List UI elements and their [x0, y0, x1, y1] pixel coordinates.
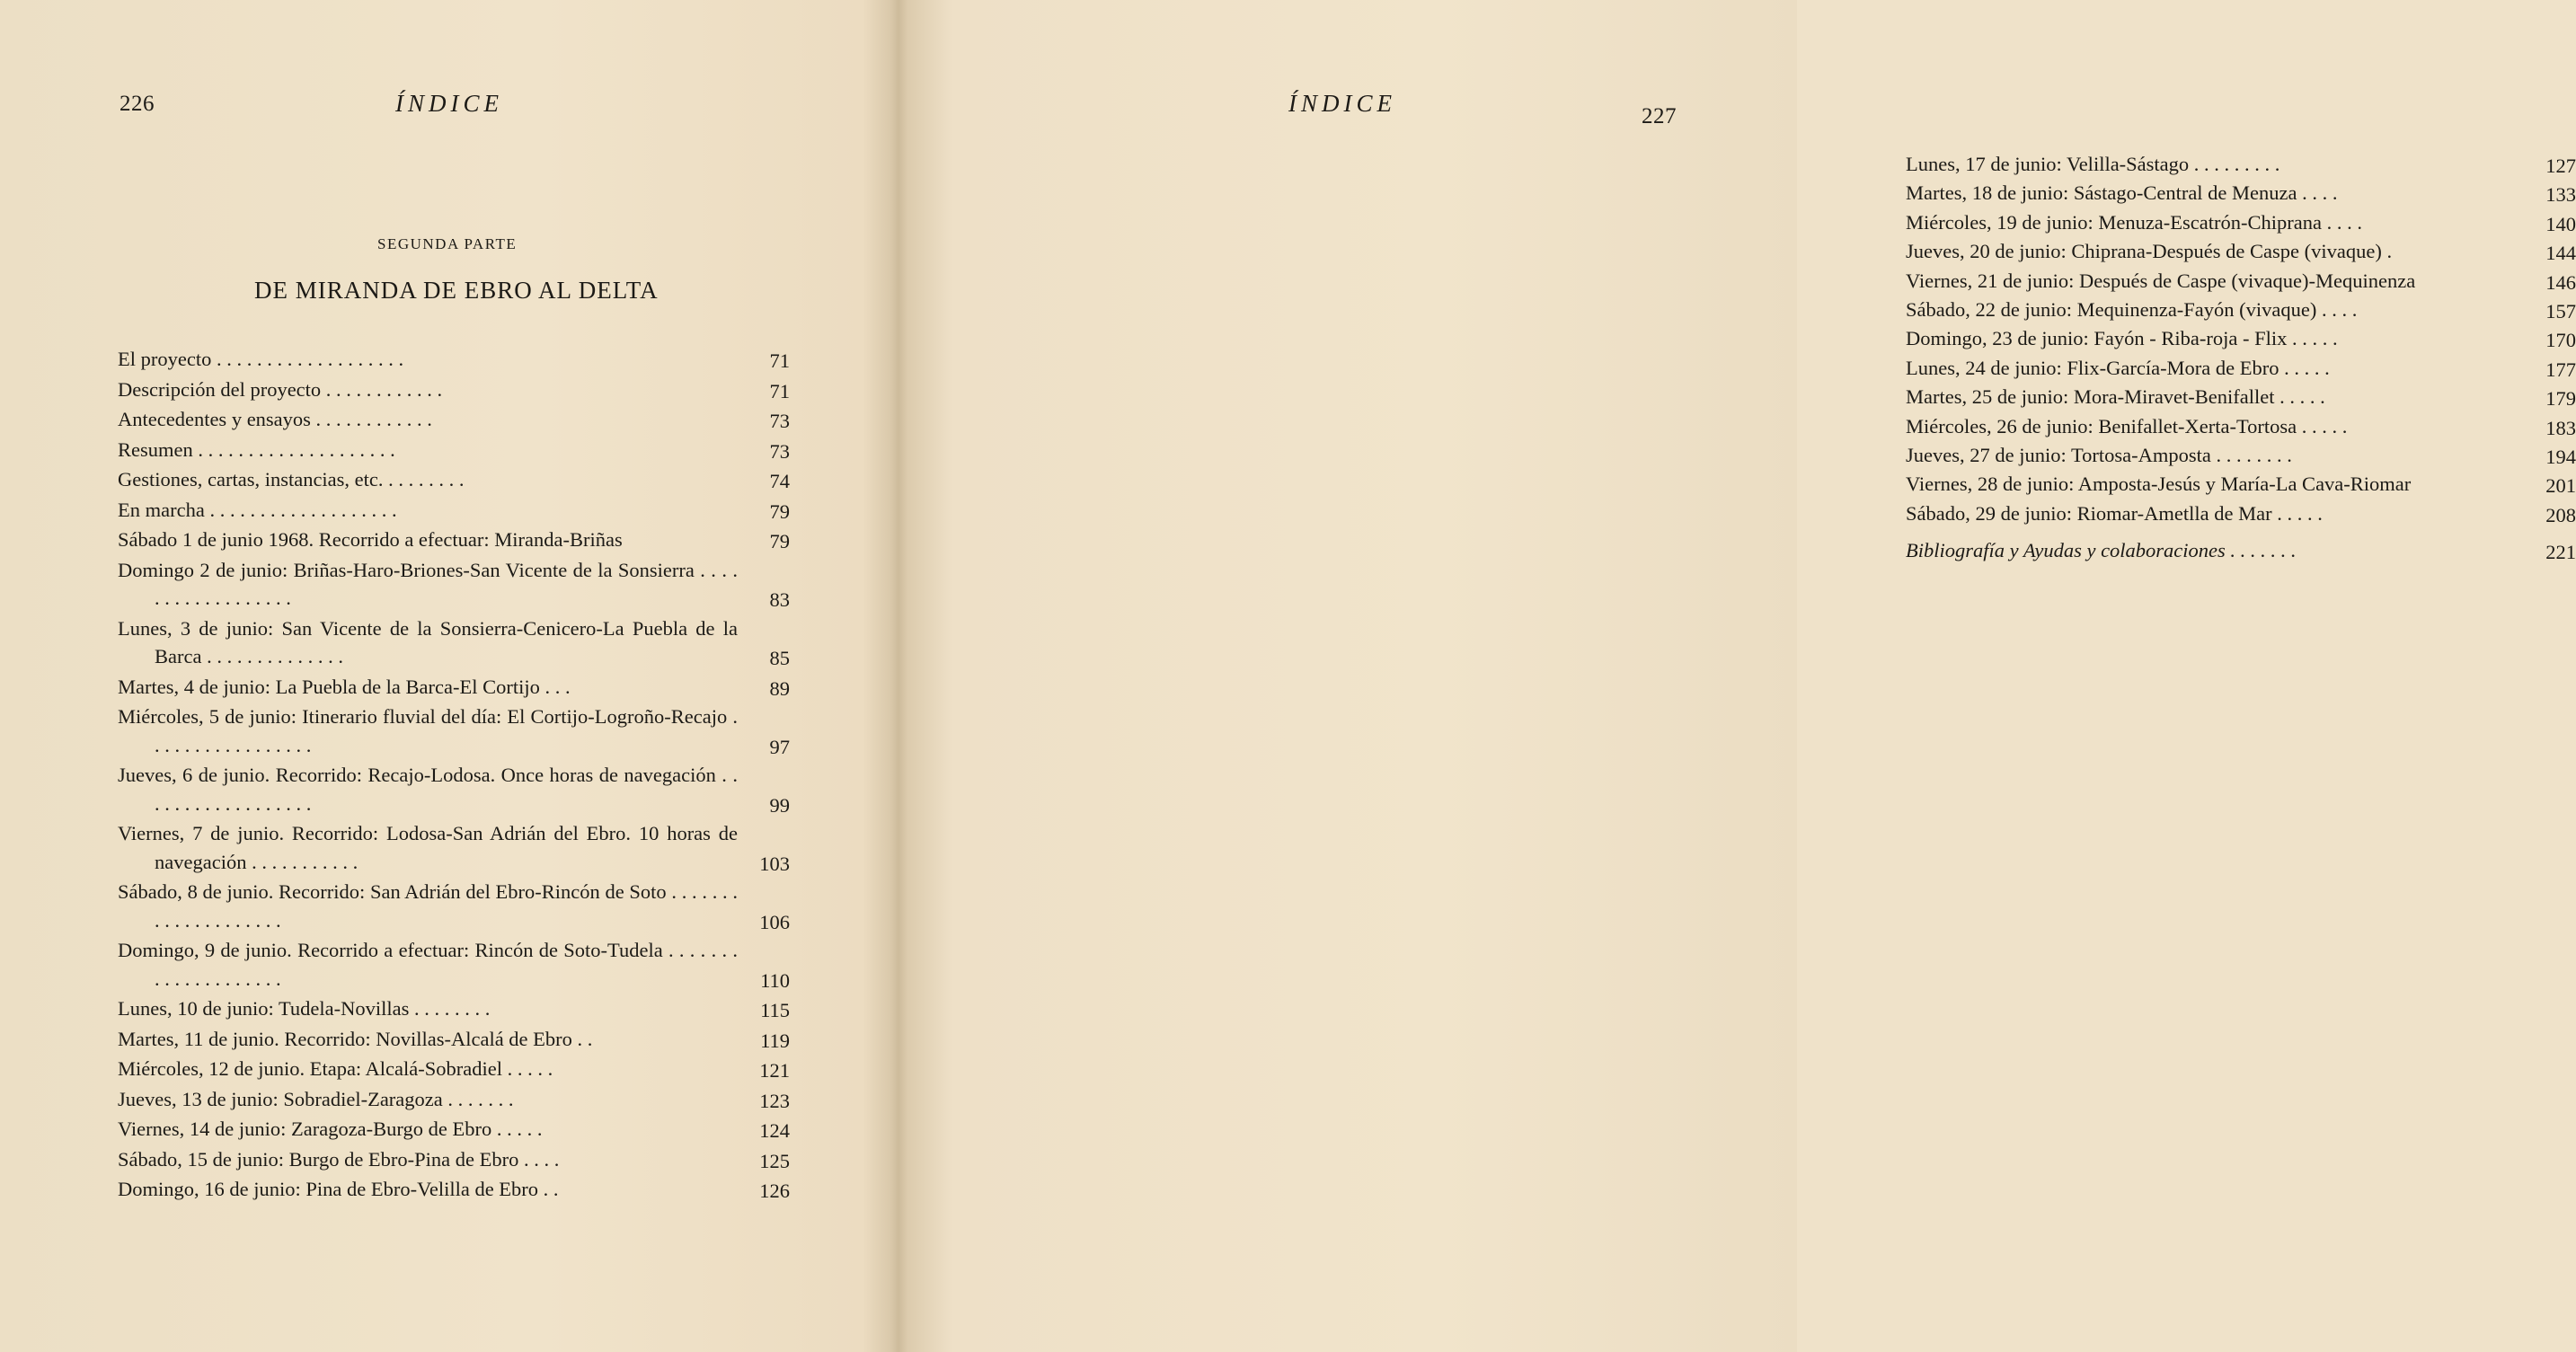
left-page: [0, 0, 894, 1352]
toc-entry: [118, 345, 790, 374]
toc-entry-page: 83: [769, 588, 790, 611]
toc-entry-page: 170: [2545, 329, 2576, 352]
toc-entry-title: Jueves, 27 de junio: Tortosa-Amposta . . . . . . . .: [1906, 443, 2292, 466]
toc-entry: [1906, 296, 2576, 324]
toc-entry-page: 97: [769, 735, 790, 758]
toc-entry-page: 157: [2545, 299, 2576, 323]
toc-entry: [118, 1175, 790, 1204]
toc-entry-page: 144: [2545, 242, 2576, 265]
toc-entry-page: 121: [759, 1059, 790, 1082]
toc-entry: [118, 376, 790, 404]
toc-entry-page: 85: [769, 647, 790, 669]
toc-entry: [118, 436, 790, 464]
toc-entry-page: 73: [769, 410, 790, 432]
running-head: ÍNDICE: [1288, 90, 1396, 117]
toc-entry-page: 123: [759, 1089, 790, 1112]
toc-entry-title: Jueves, 20 de junio: Chiprana-Después de Caspe (vivaque) .: [1906, 240, 2393, 263]
toc-entry-page: 183: [2545, 416, 2576, 439]
toc-entry-page: 146: [2545, 270, 2576, 294]
toc-entry-title: Gestiones, cartas, instancias, etc. . . . . . . . .: [118, 468, 465, 490]
toc-entry-title: Miércoles, 12 de junio. Etapa: Alcalá-Sobradiel . . . . .: [118, 1057, 553, 1080]
toc-entry: [118, 1025, 790, 1054]
toc-entry-page: 119: [760, 1029, 790, 1052]
table-of-contents: [1906, 150, 2576, 566]
toc-entry-title: Martes, 11 de junio. Recorrido: Novillas-Alcalá de Ebro . .: [118, 1027, 593, 1050]
right-page: [903, 0, 2576, 1352]
toc-entry-title: Resumen . . . . . . . . . . . . . . . . . . . .: [118, 437, 395, 461]
toc-entry: [118, 819, 790, 876]
running-head: ÍNDICE: [395, 90, 503, 117]
toc-entry: [118, 673, 790, 702]
toc-entry-page: 179: [2545, 387, 2576, 411]
toc-entry: [118, 878, 790, 934]
toc-entry: [118, 1055, 790, 1083]
toc-entry-title: Viernes, 21 de junio: Después de Caspe (vivaque)-Mequinenza: [1906, 269, 2416, 292]
toc-entry-title: Viernes, 7 de junio. Recorrido: Lodosa-San Adrián del Ebro. 10 horas de navegación . . . . . . . . . . .: [118, 822, 738, 873]
toc-entry-page: 89: [769, 676, 790, 700]
toc-entry-page: 103: [759, 852, 790, 875]
toc-entry: [118, 1115, 790, 1144]
toc-entry: [1906, 441, 2576, 470]
toc-entry: [1906, 383, 2576, 411]
part-label: SEGUNDA PARTE: [377, 235, 518, 252]
toc-entry-title: Lunes, 17 de junio: Velilla-Sástago . . . . . . . . .: [1906, 153, 2280, 175]
toc-entry: [118, 526, 790, 554]
toc-entry: [118, 614, 790, 671]
toc-entry-page: 124: [759, 1119, 790, 1142]
toc-entry: [118, 703, 790, 759]
toc-entry-title: Jueves, 6 de junio. Recorrido: Recajo-Lodosa. Once horas de navegación . . . . . . . . . . . . . . . . . .: [118, 764, 738, 815]
toc-entry-title: Viernes, 14 de junio: Zaragoza-Burgo de Ebro . . . . .: [118, 1118, 543, 1140]
toc-entry-page: 194: [2545, 445, 2576, 468]
toc-entry-title: Sábado, 8 de junio. Recorrido: San Adrián del Ebro-Rincón de Soto . . . . . . . . . . . . . . . . . . . .: [118, 880, 738, 932]
toc-entry-page: 127: [2545, 155, 2576, 177]
toc-entry: [118, 936, 790, 993]
toc-entry: [118, 405, 790, 434]
toc-entry-title: Sábado, 15 de junio: Burgo de Ebro-Pina de Ebro . . . .: [118, 1147, 560, 1171]
toc-entry: [118, 496, 790, 525]
toc-entry-page: 140: [2545, 212, 2576, 235]
toc-entry-title: Viernes, 28 de junio: Amposta-Jesús y María-La Cava-Riomar: [1906, 473, 2412, 496]
toc-entry-title: Lunes, 3 de junio: San Vicente de la Sonsierra-Cenicero-La Puebla de la Barca . . . . . . . . . . . . . .: [118, 616, 738, 667]
toc-entry-page: 126: [759, 1180, 790, 1202]
page-number: 227: [1642, 104, 1677, 128]
toc-entry: [1906, 267, 2576, 296]
toc-entry: [1906, 470, 2576, 499]
toc-entry-title: En marcha . . . . . . . . . . . . . . . . . . .: [118, 498, 397, 521]
toc-entry: [1906, 150, 2576, 179]
toc-entry-page: 125: [759, 1149, 790, 1172]
toc-entry-page: 106: [759, 910, 790, 933]
toc-entry-title: Martes, 25 de junio: Mora-Miravet-Benifallet . . . . .: [1906, 385, 2325, 409]
toc-entry-title: Martes, 4 de junio: La Puebla de la Barca-El Cortijo . . .: [118, 675, 571, 698]
part-title: DE MIRANDA DE EBRO AL DELTA: [254, 277, 659, 304]
toc-entry-title: Domingo, 23 de junio: Fayón - Riba-roja - Flix . . . . .: [1906, 327, 2338, 350]
toc-entry-page: 71: [769, 349, 790, 372]
toc-entry-title: Miércoles, 5 de junio: Itinerario fluvial del día: El Cortijo-Logroño-Recajo . . . . . . . . . . . . . . . . .: [118, 705, 738, 756]
toc-entry-page: 73: [769, 439, 790, 463]
toc-entry: [1906, 354, 2576, 383]
toc-entry-title: Domingo 2 de junio: Briñas-Haro-Briones-San Vicente de la Sonsierra . . . . . . . . . . . . . . . . . .: [118, 558, 738, 609]
toc-entry-title: Bibliografía y Ayudas y colaboraciones . . . . . . .: [1906, 539, 2297, 562]
toc-entry: [1906, 412, 2576, 441]
toc-entry: [1906, 179, 2576, 208]
toc-entry-page: 133: [2545, 183, 2576, 207]
toc-entry: [118, 994, 790, 1023]
toc-entry-title: Sábado, 29 de junio: Riomar-Ametlla de Mar . . . . .: [1906, 501, 2323, 525]
toc-entry-title: Sábado 1 de junio 1968. Recorrido a efectuar: Miranda-Briñas: [118, 528, 623, 551]
toc-entry: [1906, 324, 2576, 353]
toc-entry: [118, 1145, 790, 1174]
toc-entry-title: Jueves, 13 de junio: Sobradiel-Zaragoza . . . . . . .: [118, 1087, 514, 1110]
toc-entry-page: 115: [760, 999, 790, 1021]
toc-entry-title: Miércoles, 26 de junio: Benifallet-Xerta-Tortosa . . . . .: [1906, 414, 2348, 437]
toc-entry: [118, 465, 790, 494]
toc-entry: [1906, 208, 2576, 237]
toc-entry-title: Lunes, 10 de junio: Tudela-Novillas . . . . . . . .: [118, 997, 491, 1020]
toc-entry-page: 99: [769, 793, 790, 817]
toc-entry-title: Antecedentes y ensayos . . . . . . . . . . . .: [118, 408, 432, 430]
toc-entry-title: Martes, 18 de junio: Sástago-Central de Menuza . . . .: [1906, 181, 2338, 205]
toc-entry-page: 110: [760, 968, 790, 992]
toc-entry-title: Domingo, 9 de junio. Recorrido a efectuar: Rincón de Soto-Tudela . . . . . . . . . . . . . . . . . . . .: [118, 939, 738, 990]
toc-entry-page: 74: [769, 470, 790, 492]
toc-entry: [1906, 499, 2576, 528]
toc-entry-page: 79: [769, 499, 790, 523]
toc-entry-page: 221: [2545, 541, 2576, 564]
toc-entry: [1906, 237, 2576, 266]
table-of-contents: [118, 345, 790, 1206]
toc-entry-page: 79: [769, 530, 790, 552]
toc-entry-title: El proyecto . . . . . . . . . . . . . . . . . . .: [118, 348, 404, 370]
toc-entry-page: 208: [2545, 503, 2576, 526]
toc-entry-title: Domingo, 16 de junio: Pina de Ebro-Velilla de Ebro . .: [118, 1178, 559, 1200]
toc-entry-page: 177: [2545, 358, 2576, 381]
toc-entry-title: Miércoles, 19 de junio: Menuza-Escatrón-Chiprana . . . .: [1906, 210, 2362, 234]
toc-entry: [118, 556, 790, 613]
toc-entry-title: Sábado, 22 de junio: Mequinenza-Fayón (vivaque) . . . .: [1906, 297, 2358, 321]
toc-entry: [118, 761, 790, 817]
toc-entry-page: 201: [2545, 474, 2576, 498]
page-number: 226: [120, 92, 155, 116]
toc-entry: [118, 1085, 790, 1114]
toc-entry-title: Descripción del proyecto . . . . . . . . . . . .: [118, 377, 443, 401]
toc-entry-page: 71: [769, 379, 790, 402]
toc-entry-title: Lunes, 24 de junio: Flix-García-Mora de Ebro . . . . .: [1906, 356, 2330, 379]
toc-entry: [1906, 536, 2576, 565]
